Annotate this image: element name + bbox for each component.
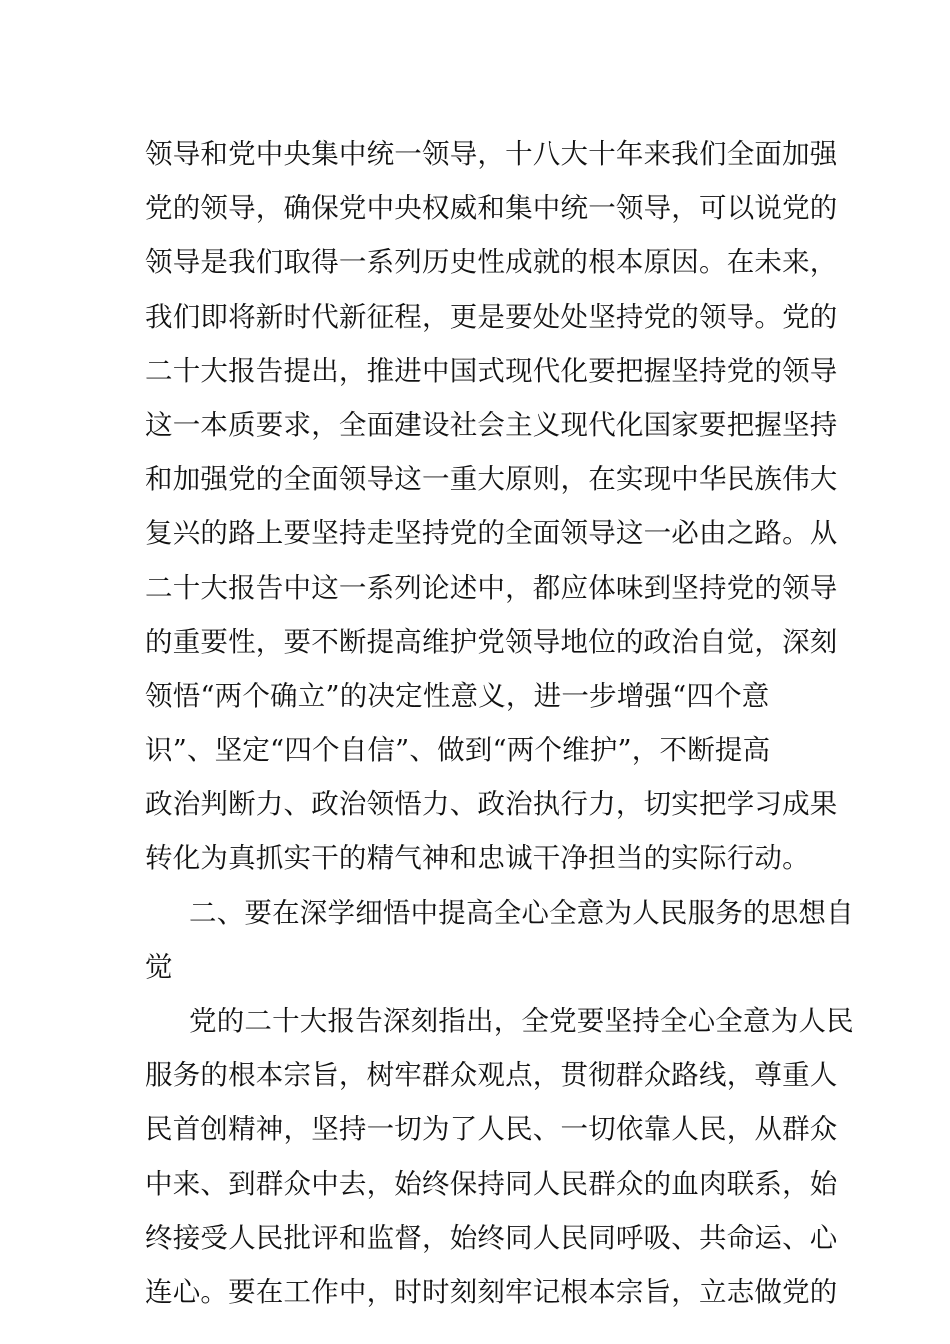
text-line: 转化为真抓实干的精气神和忠诚干净担当的实际行动。 [145,842,810,875]
text-line: 领悟“两个确立”的决定性意义，进一步增强“四个意 [145,679,770,712]
text-line: 服务的根本宗旨，树牢群众观点，贯彻群众路线，尊重人 [145,1059,838,1092]
text-line: 二十大报告中这一系列论述中，都应体味到坚持党的领导 [145,571,838,604]
text-line: 和加强党的全面领导这一重大原则，在实现中华民族伟大 [145,463,838,496]
text-line: 终接受人民批评和监督，始终同人民同呼吸、共命运、心 [145,1221,838,1254]
text-line: 二十大报告提出，推进中国式现代化要把握坚持党的领导 [145,354,838,387]
text-line: 中来、到群众中去，始终保持同人民群众的血肉联系，始 [145,1167,838,1200]
body-text [145,127,854,1319]
text-line: 复兴的路上要坚持走坚持党的全面领导这一必由之路。从 [145,517,838,550]
text-line: 连心。要在工作中，时时刻刻牢记根本宗旨，立志做党的 [145,1275,838,1308]
text-line: 我们即将新时代新征程，更是要处处坚持党的领导。党的 [145,300,838,333]
text-line: 党的二十大报告深刻指出，全党要坚持全心全意为人民 [189,1005,854,1037]
text-line: 民首创精神，坚持一切为了人民、一切依靠人民，从群众 [145,1113,838,1146]
text-line: 政治判断力、政治领悟力、政治执行力，切实把学习成果 [145,788,838,821]
text-line: 的重要性，要不断提高维护党领导地位的政治自觉，深刻 [145,625,838,658]
text-line: 识”、坚定“四个自信”、做到“两个维护”，不断提高 [145,734,771,767]
text-line: 领导是我们取得一系列历史性成就的根本原因。在未来， [145,246,838,279]
text-line: 党的领导，确保党中央权威和集中统一领导，可以说党的 [145,192,838,225]
section-heading-line: 觉 [145,950,173,983]
section-heading-line: 二、要在深学细悟中提高全心全意为人民服务的思想自 [189,896,854,929]
text-line: 领导和党中央集中统一领导，十八大十年来我们全面加强 [145,138,838,170]
text-line: 这一本质要求，全面建设社会主义现代化国家要把握坚持 [145,408,838,441]
